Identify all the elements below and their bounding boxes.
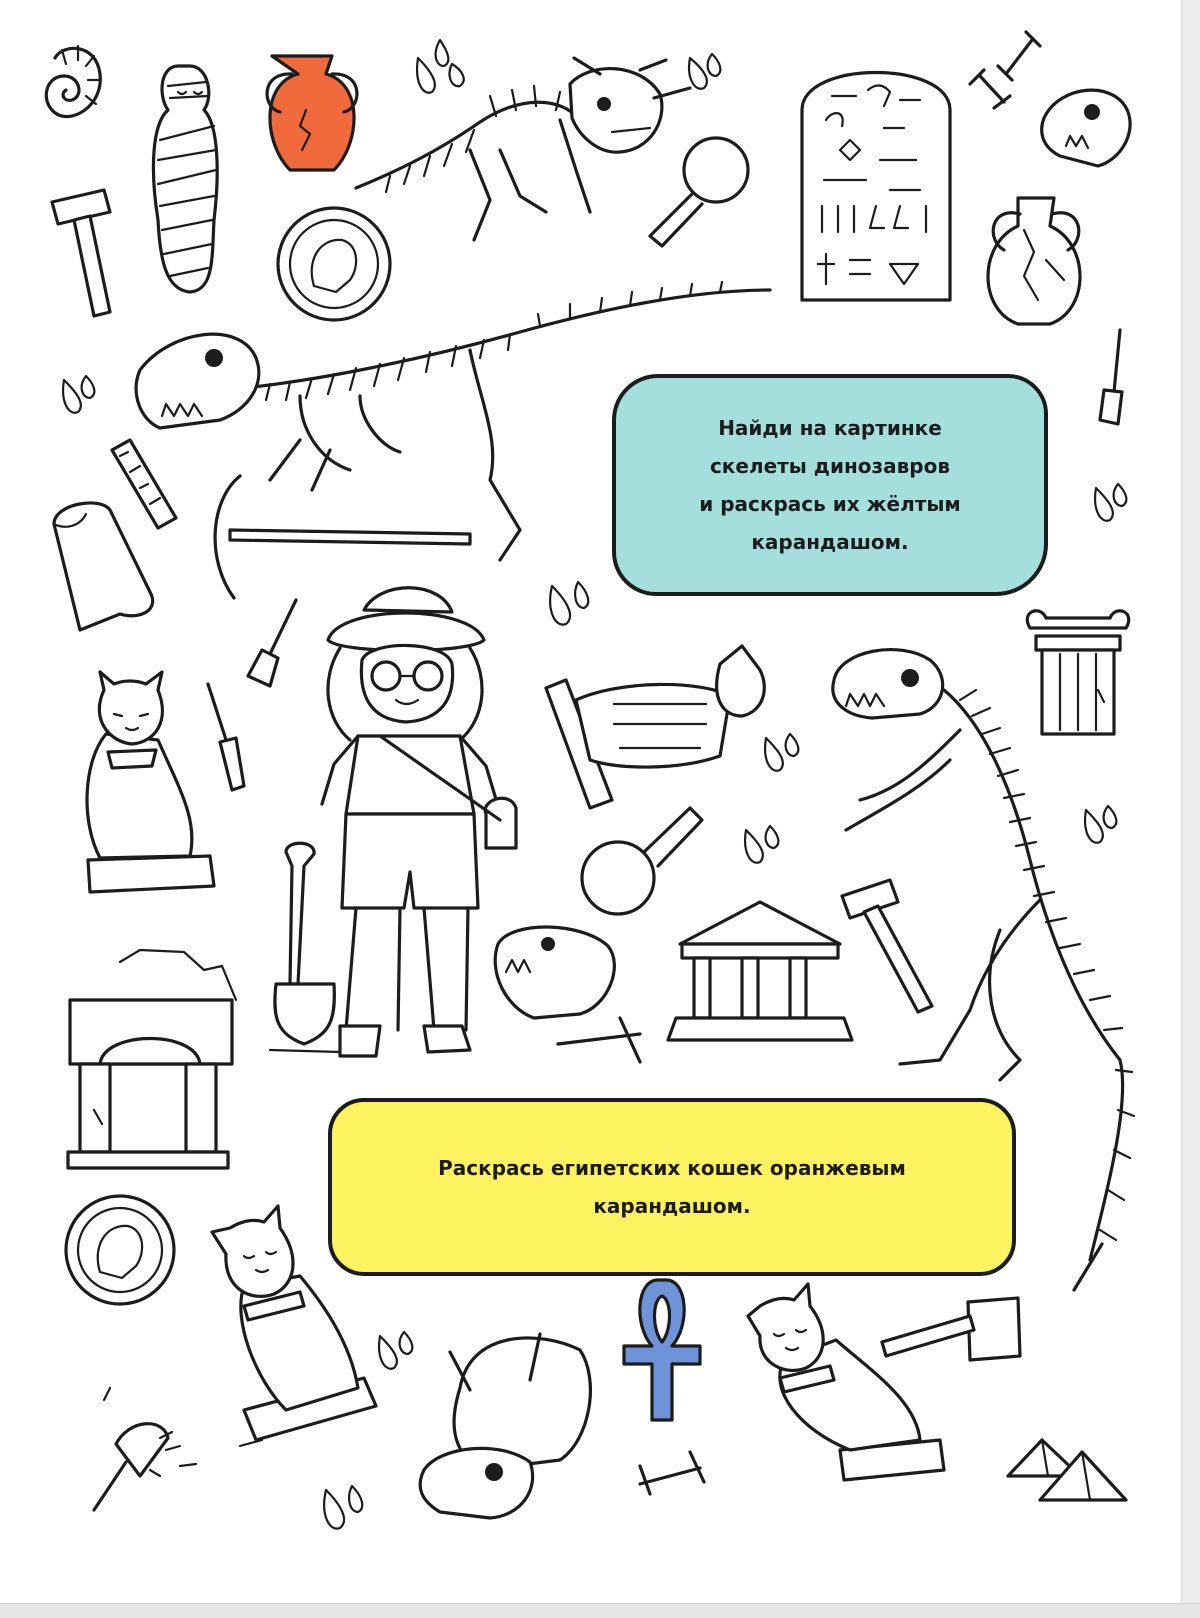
dino-skull-icon	[970, 70, 1130, 166]
ruler-icon	[112, 440, 176, 528]
cat-statue-icon	[87, 672, 214, 892]
roman-coin-icon	[278, 208, 390, 320]
shovel-icon	[270, 843, 340, 1052]
scroll-icon	[54, 503, 153, 630]
page-edge	[0, 1603, 1200, 1618]
hammer-icon	[882, 1298, 1020, 1360]
ionic-column-icon	[1027, 611, 1129, 734]
dinosaur-task-text: Найди на картинке скелеты динозавров и раскрась их жёлтым карандашом.	[699, 416, 961, 554]
dinosaur-task-bubble	[612, 374, 1048, 596]
ammonite-fossil-icon	[46, 46, 100, 117]
pyramids-icon	[1008, 1440, 1126, 1500]
toppled-cat-statue-icon	[546, 646, 764, 808]
pickaxe-icon	[215, 476, 470, 598]
dino-skull-icon	[495, 927, 640, 1062]
roman-coin-icon	[66, 1196, 174, 1304]
broken-vase-icon	[988, 198, 1080, 324]
cat-task-bubble	[328, 1098, 1016, 1276]
magnifying-glass-icon	[582, 808, 702, 914]
brush-icon	[94, 1424, 180, 1510]
hieroglyph-stele-icon	[802, 73, 950, 301]
stone-arch-ruins-icon	[68, 950, 236, 1168]
mummy-icon	[153, 66, 217, 292]
triceratops-skeleton-icon	[356, 58, 690, 240]
cat-statue-icon	[748, 1284, 944, 1480]
page-edge	[1181, 0, 1200, 1618]
ankh-icon	[624, 1280, 700, 1420]
amphora-icon	[267, 56, 357, 170]
hammer-icon	[842, 880, 932, 1012]
hammer-icon	[52, 190, 110, 316]
magnifying-glass-icon	[650, 138, 748, 246]
greek-temple-icon	[668, 902, 852, 1040]
girl-archaeologist-icon	[322, 588, 516, 1056]
cat-task-text: Раскрась египетских кошек оранжевым карандашом.	[438, 1156, 906, 1218]
